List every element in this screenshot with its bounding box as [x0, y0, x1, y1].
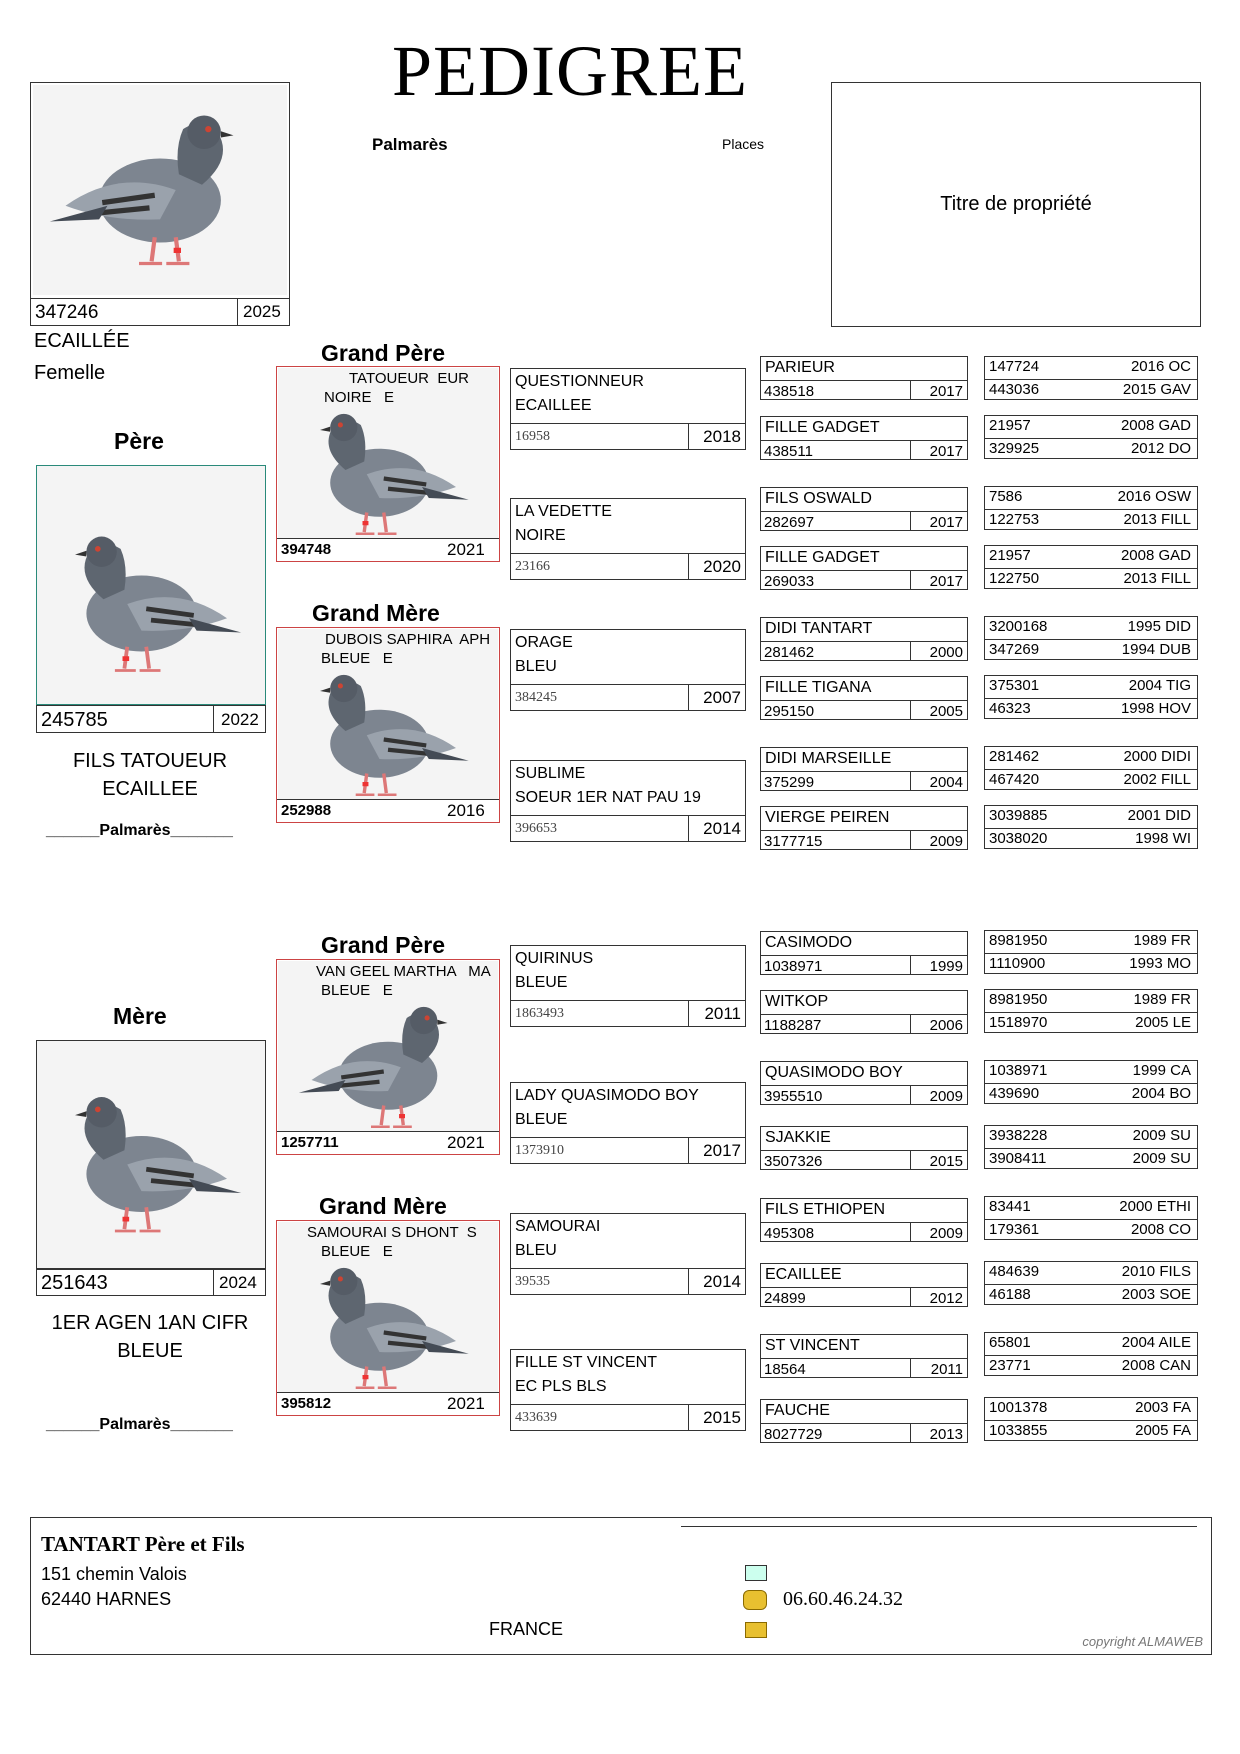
pere-name-1: FILS TATOUEUR	[72, 750, 228, 772]
level2-year: 2009	[911, 830, 967, 850]
level2-ring: 8027729	[761, 1423, 911, 1443]
level3-ring: 46188	[989, 1286, 1031, 1303]
level3-card	[984, 545, 1198, 589]
owner-address-2: 62440 HARNES	[41, 1589, 172, 1609]
level3-year: 2004 AILE	[1121, 1334, 1191, 1351]
level2-ring: 1038971	[761, 955, 911, 975]
level2-name: ST VINCENT	[765, 1337, 860, 1354]
level2-ring: 295150	[761, 700, 911, 720]
gp-mat-year: 2021	[447, 1133, 485, 1152]
level2-year: 2013	[911, 1423, 967, 1443]
level2-name: FILS OSWALD	[765, 490, 872, 507]
level2-year: 2011	[911, 1358, 967, 1378]
level1-ring: 23166	[511, 553, 689, 579]
level3-year: 2003 SOE	[1121, 1286, 1191, 1303]
gm-mat-name-2: BLEUE E	[321, 1243, 393, 1260]
level1-name: SAMOURAI	[515, 1218, 601, 1235]
mere-name-2: BLEUE	[117, 1340, 183, 1362]
level2-name: FILLE GADGET	[765, 419, 880, 436]
level3-ring: 23771	[989, 1357, 1031, 1374]
level3-ring: 443036	[989, 381, 1040, 398]
level2-card	[760, 617, 968, 661]
pere-name-2: ECAILLEE	[102, 778, 198, 800]
subject-sex: Femelle	[34, 362, 106, 384]
level3-year: 2008 CO	[1130, 1221, 1191, 1238]
level1-year: 2015	[689, 1404, 745, 1430]
level1-year: 2017	[689, 1137, 745, 1163]
level3-card	[984, 930, 1198, 974]
mere-ring-box	[36, 1268, 266, 1296]
level3-ring: 8981950	[989, 991, 1048, 1008]
level1-ring: 1863493	[511, 1000, 689, 1026]
level1-card	[510, 629, 746, 711]
level1-color: BLEUE	[515, 1111, 568, 1128]
level1-ring: 1373910	[511, 1137, 689, 1163]
level1-name: FILLE ST VINCENT	[515, 1354, 657, 1371]
level1-name: LA VEDETTE	[515, 503, 612, 520]
email-icon	[745, 1565, 767, 1581]
pere-ring: 245785	[41, 709, 108, 731]
level3-year: 2008 CAN	[1121, 1357, 1191, 1374]
level1-color: ECAILLEE	[515, 397, 592, 414]
level3-ring: 3938228	[989, 1127, 1048, 1144]
level2-ring: 3955510	[761, 1085, 911, 1105]
gm-mat-card	[276, 1220, 500, 1416]
gm-mat-label: Grand Mère	[319, 1193, 447, 1219]
level3-year: 2013 FILL	[1123, 511, 1191, 528]
ownership-box	[831, 82, 1201, 327]
level1-year: 2014	[689, 1268, 745, 1294]
level3-year: 2012 DO	[1130, 440, 1191, 457]
level3-year: 2016 OSW	[1117, 488, 1191, 505]
level3-year: 2005 FA	[1135, 1422, 1191, 1439]
level3-year: 2003 FA	[1135, 1399, 1191, 1416]
level1-card	[510, 498, 746, 580]
gp-mat-name-2: BLEUE E	[321, 982, 393, 999]
level1-year: 2018	[689, 423, 745, 449]
gp-pat-label: Grand Père	[321, 340, 445, 366]
level3-card	[984, 805, 1198, 849]
level1-year: 2020	[689, 553, 745, 579]
level1-color: BLEUE	[515, 974, 568, 991]
level3-ring: 65801	[989, 1334, 1031, 1351]
level2-year: 2009	[911, 1085, 967, 1105]
level2-card	[760, 1263, 968, 1307]
pere-label: Père	[114, 428, 164, 454]
level3-ring: 1033855	[989, 1422, 1048, 1439]
mere-palmares: ______Palmarès_______	[46, 1416, 233, 1433]
mere-label: Mère	[113, 1003, 167, 1029]
level3-ring: 122753	[989, 511, 1040, 528]
level3-ring: 179361	[989, 1221, 1040, 1238]
level3-ring: 8981950	[989, 932, 1048, 949]
level3-ring: 467420	[989, 771, 1040, 788]
level2-year: 2017	[911, 511, 967, 531]
level1-year: 2011	[689, 1000, 745, 1026]
owner-country: FRANCE	[489, 1619, 564, 1639]
level3-year: 1999 CA	[1132, 1062, 1191, 1079]
level2-card	[760, 1061, 968, 1105]
level2-card	[760, 990, 968, 1034]
level3-year: 1989 FR	[1133, 932, 1191, 949]
level3-year: 2000 ETHI	[1119, 1198, 1191, 1215]
mere-photo	[36, 1040, 266, 1270]
level3-ring: 347269	[989, 641, 1040, 658]
level3-ring: 3200168	[989, 618, 1048, 635]
level3-card	[984, 1196, 1198, 1240]
level2-year: 2012	[911, 1287, 967, 1307]
level2-ring: 18564	[761, 1358, 911, 1378]
level2-ring: 3177715	[761, 830, 911, 850]
level3-card	[984, 486, 1198, 530]
gm-pat-year: 2016	[447, 801, 485, 820]
level2-year: 2017	[911, 380, 967, 400]
gm-pat-ring: 252988	[281, 802, 332, 819]
level3-year: 2005 LE	[1135, 1014, 1191, 1031]
level2-year: 1999	[911, 955, 967, 975]
level3-card	[984, 1060, 1198, 1104]
level3-year: 2008 GAD	[1120, 547, 1191, 564]
copyright: copyright ALMAWEB	[1082, 1634, 1203, 1649]
level2-card	[760, 1334, 968, 1378]
level2-name: CASIMODO	[765, 934, 853, 951]
level3-ring: 21957	[989, 547, 1031, 564]
mere-name-1: 1ER AGEN 1AN CIFR	[51, 1312, 249, 1334]
level2-card	[760, 1126, 968, 1170]
level2-ring: 3507326	[761, 1150, 911, 1170]
level3-year: 2013 FILL	[1123, 570, 1191, 587]
level2-name: FAUCHE	[765, 1402, 830, 1419]
level3-card	[984, 415, 1198, 459]
level1-name: LADY QUASIMODO BOY	[515, 1087, 699, 1104]
level2-name: DIDI MARSEILLE	[765, 750, 892, 767]
level1-ring: 16958	[511, 423, 689, 449]
subject-year: 2025	[243, 302, 281, 321]
level2-name: VIERGE PEIREN	[765, 809, 890, 826]
level3-year: 1993 MO	[1129, 955, 1191, 972]
level3-ring: 3038020	[989, 830, 1048, 847]
level3-ring: 375301	[989, 677, 1040, 694]
level2-card	[760, 487, 968, 531]
level3-ring: 7586	[989, 488, 1023, 505]
level3-ring: 281462	[989, 748, 1040, 765]
level3-year: 2010 FILS	[1121, 1263, 1191, 1280]
level2-ring: 282697	[761, 511, 911, 531]
level3-year: 2009 SU	[1132, 1127, 1191, 1144]
level2-card	[760, 931, 968, 975]
level2-name: WITKOP	[765, 993, 829, 1010]
level3-ring: 3039885	[989, 807, 1048, 824]
palmares-label: Palmarès	[372, 135, 448, 154]
level1-year: 2014	[689, 815, 745, 841]
footer-box	[30, 1517, 1212, 1655]
level2-card	[760, 1399, 968, 1443]
mere-year: 2024	[219, 1273, 257, 1292]
level2-ring: 1188287	[761, 1014, 911, 1034]
page-title: PEDIGREE	[392, 31, 748, 111]
level3-ring: 1518970	[989, 1014, 1048, 1031]
level3-ring: 1038971	[989, 1062, 1048, 1079]
level2-card	[760, 806, 968, 850]
level2-ring: 269033	[761, 570, 911, 590]
level2-card	[760, 1198, 968, 1242]
level1-ring: 396653	[511, 815, 689, 841]
level1-name: SUBLIME	[515, 765, 586, 782]
level1-color: NOIRE	[515, 527, 566, 544]
pere-photo	[36, 465, 266, 705]
level2-name: FILLE GADGET	[765, 549, 880, 566]
level3-year: 2000 DIDI	[1123, 748, 1191, 765]
gp-mat-card	[276, 959, 500, 1155]
level3-year: 1994 DUB	[1121, 641, 1191, 658]
level2-year: 2017	[911, 440, 967, 460]
level3-ring: 1110900	[989, 955, 1046, 972]
level1-name: QUESTIONNEUR	[515, 373, 644, 390]
level1-ring: 433639	[511, 1404, 689, 1430]
level3-card	[984, 1125, 1198, 1169]
gp-mat-label: Grand Père	[321, 932, 445, 958]
level2-card	[760, 356, 968, 400]
level1-color: BLEU	[515, 658, 557, 675]
level2-name: QUASIMODO BOY	[765, 1064, 903, 1081]
level2-year: 2005	[911, 700, 967, 720]
level3-card	[984, 746, 1198, 790]
level3-ring: 439690	[989, 1085, 1040, 1102]
level2-ring: 438518	[761, 380, 911, 400]
level1-ring: 39535	[511, 1268, 689, 1294]
level3-ring: 21957	[989, 417, 1031, 434]
level3-year: 1989 FR	[1133, 991, 1191, 1008]
places-label: Places	[722, 136, 765, 152]
level1-color: BLEU	[515, 1242, 557, 1259]
fax-icon	[745, 1622, 767, 1638]
level2-name: FILS ETHIOPEN	[765, 1201, 886, 1218]
subject-card	[30, 82, 290, 326]
level3-ring: 3908411	[989, 1150, 1047, 1167]
gm-mat-name-1: SAMOURAI S DHONT S	[307, 1224, 477, 1241]
level2-name: DIDI TANTART	[765, 620, 873, 637]
level3-year: 2009 SU	[1132, 1150, 1191, 1167]
level3-ring: 1001378	[989, 1399, 1048, 1416]
level2-year: 2015	[911, 1150, 967, 1170]
pere-ring-box	[36, 705, 266, 733]
level3-ring: 83441	[989, 1198, 1031, 1215]
level2-year: 2017	[911, 570, 967, 590]
level3-year: 2001 DID	[1127, 807, 1191, 824]
gp-mat-name-1: VAN GEEL MARTHA MA	[316, 963, 491, 980]
level1-name: ORAGE	[515, 634, 573, 651]
subject-photo	[33, 85, 287, 295]
level2-card	[760, 676, 968, 720]
level2-name: SJAKKIE	[765, 1129, 831, 1146]
level3-year: 2002 FILL	[1123, 771, 1191, 788]
gp-pat-name-2: NOIRE E	[324, 389, 395, 406]
level3-card	[984, 989, 1198, 1033]
gp-pat-card	[276, 366, 500, 562]
gm-mat-year: 2021	[447, 1394, 485, 1413]
level2-name: FILLE TIGANA	[765, 679, 872, 696]
owner-address-1: 151 chemin Valois	[41, 1564, 187, 1584]
level2-year: 2000	[911, 641, 967, 661]
level2-year: 2006	[911, 1014, 967, 1034]
level2-ring: 375299	[761, 771, 911, 791]
gp-mat-ring: 1257711	[281, 1134, 339, 1151]
level2-ring: 281462	[761, 641, 911, 661]
level3-year: 1998 WI	[1135, 830, 1191, 847]
level2-year: 2004	[911, 771, 967, 791]
level3-year: 2004 BO	[1131, 1085, 1191, 1102]
level1-year: 2007	[689, 684, 745, 710]
level3-card	[984, 1261, 1198, 1305]
level1-card	[510, 945, 746, 1027]
gm-pat-card	[276, 627, 500, 823]
level1-color: EC PLS BLS	[515, 1378, 607, 1395]
gm-pat-label: Grand Mère	[312, 600, 440, 626]
level1-name: QUIRINUS	[515, 950, 594, 967]
phone-icon	[743, 1590, 767, 1610]
level3-year: 2004 TIG	[1128, 677, 1191, 694]
level3-card	[984, 1397, 1198, 1441]
level1-card	[510, 1213, 746, 1295]
level1-card	[510, 1082, 746, 1164]
gp-pat-year: 2021	[447, 540, 485, 559]
gp-pat-name-1: TATOUEUR EUR	[349, 370, 470, 387]
level1-color: SOEUR 1ER NAT PAU 19	[515, 789, 701, 806]
level3-card	[984, 1332, 1198, 1376]
level2-ring: 24899	[761, 1287, 911, 1307]
gm-mat-ring: 395812	[281, 1395, 332, 1412]
gp-pat-ring: 394748	[281, 541, 332, 558]
level2-ring: 438511	[761, 440, 911, 460]
level2-ring: 495308	[761, 1222, 911, 1242]
phone-number: 06.60.46.24.32	[783, 1588, 903, 1610]
ownership-label: Titre de propriété	[940, 193, 1092, 215]
level3-year: 2016 OC	[1130, 358, 1191, 375]
level1-card	[510, 368, 746, 450]
level3-ring: 329925	[989, 440, 1040, 457]
subject-ring: 347246	[35, 302, 99, 323]
pere-palmares: ______Palmarès_______	[46, 822, 233, 839]
level1-card	[510, 1349, 746, 1431]
level2-name: ECAILLEE	[765, 1266, 842, 1283]
level3-ring: 122750	[989, 570, 1040, 587]
level1-card	[510, 760, 746, 842]
mere-ring: 251643	[41, 1272, 108, 1294]
level2-card	[760, 546, 968, 590]
level2-name: PARIEUR	[765, 359, 835, 376]
level3-year: 1998 HOV	[1120, 700, 1191, 717]
level2-card	[760, 416, 968, 460]
level2-card	[760, 747, 968, 791]
level3-card	[984, 356, 1198, 400]
level3-year: 1995 DID	[1127, 618, 1191, 635]
owner-name: TANTART Père et Fils	[41, 1532, 245, 1556]
level3-year: 2015 GAV	[1122, 381, 1191, 398]
level3-ring: 484639	[989, 1263, 1040, 1280]
level1-ring: 384245	[511, 684, 689, 710]
level3-card	[984, 616, 1198, 660]
pere-year: 2022	[221, 710, 259, 729]
gm-pat-name-2: BLEUE E	[321, 650, 393, 667]
level3-ring: 147724	[989, 358, 1040, 375]
level3-card	[984, 675, 1198, 719]
subject-color: ECAILLÉE	[34, 330, 130, 352]
gm-pat-name-1: DUBOIS SAPHIRA APH	[325, 631, 491, 648]
level2-year: 2009	[911, 1222, 967, 1242]
level3-year: 2008 GAD	[1120, 417, 1191, 434]
level3-ring: 46323	[989, 700, 1031, 717]
